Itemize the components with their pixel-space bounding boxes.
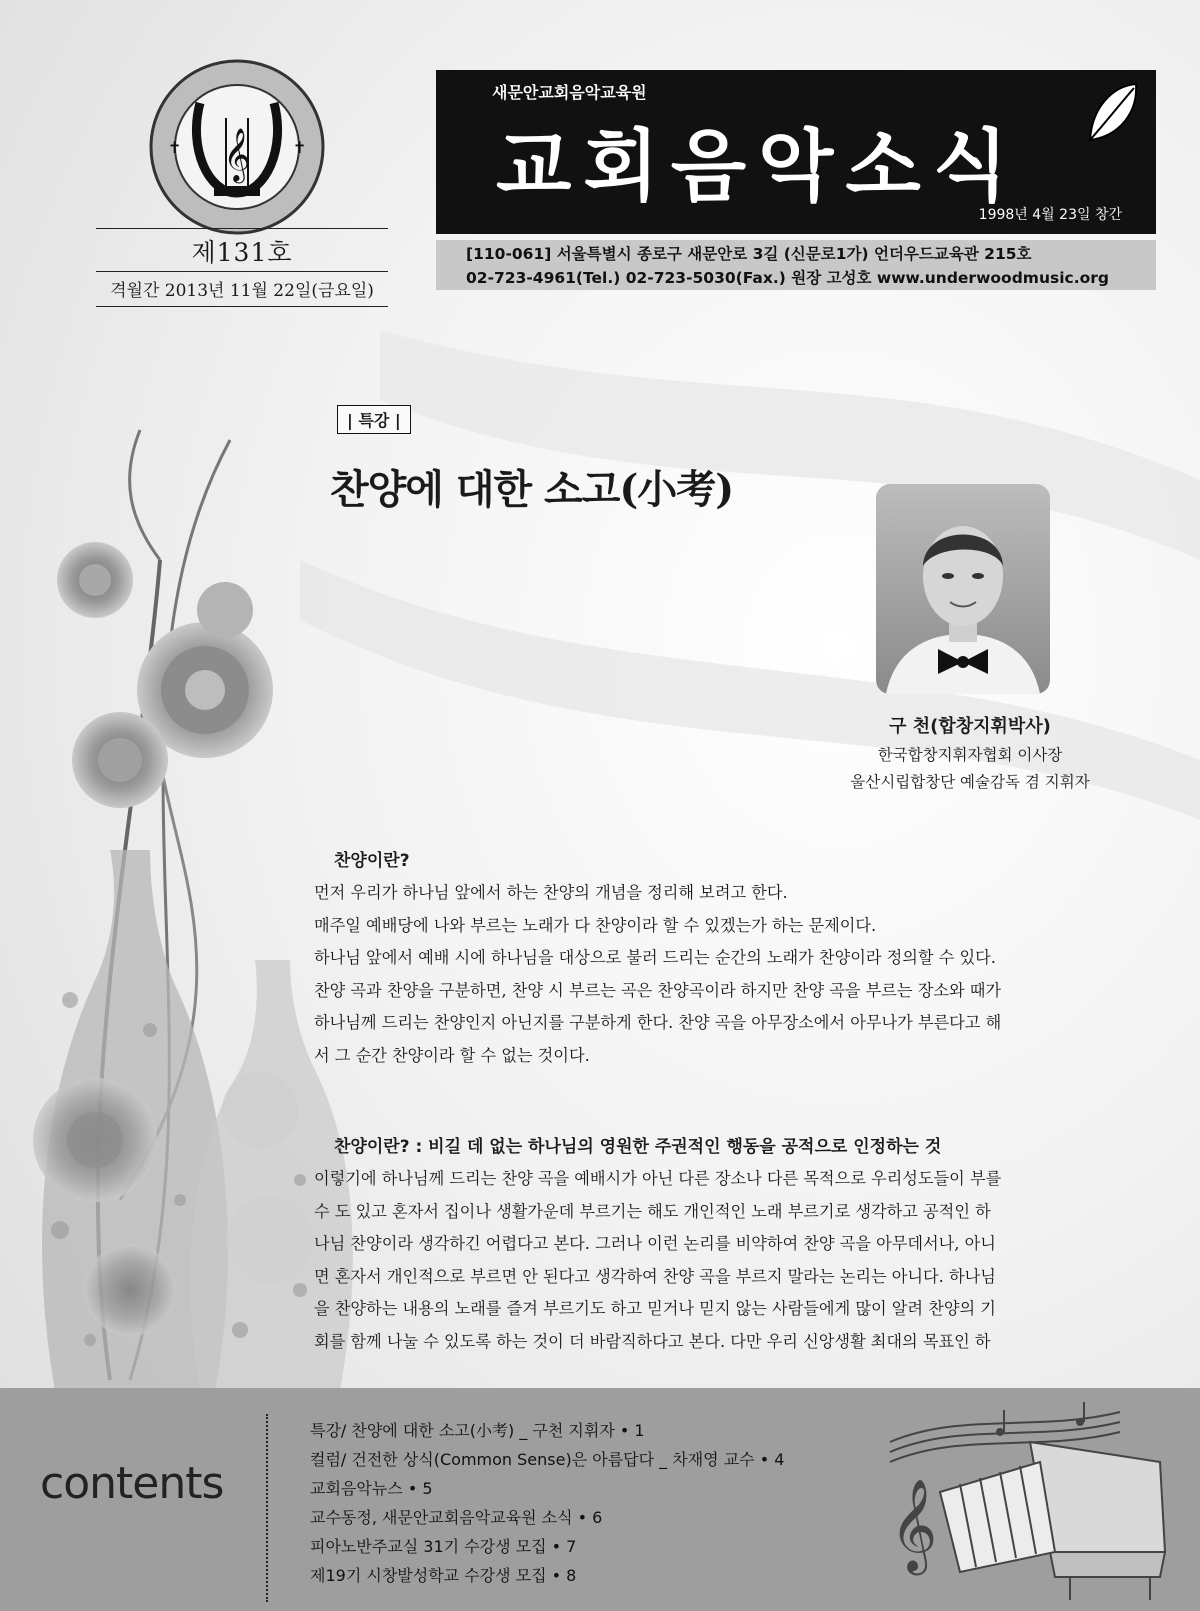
svg-text:𝄞: 𝄞 — [890, 1478, 938, 1571]
dotted-divider — [266, 1414, 268, 1602]
issue-box — [96, 228, 388, 307]
section-paragraph: 이렇기에 하나님께 드리는 찬양 곡을 예배시가 아닌 다른 장소나 다른 목적으로 우리성도들이 부를 수 도 있고 혼자서 집이나 생활가운데 부르기는 해도 개인적인 노래 부르기로 생각하고 공적인 하 나님 찬양이라 생각하긴 어렵다고 본다. 그러나 이런 논리를 비약하여 찬양 곡을 아무데서나, 아니 면 혼자서 개인적으로 부르면 안 된다고 생각하여 찬양 곡을 부르지 말라는 논리는 아니다. 하나님 을 찬양하는 내용의 노래를 즐겨 부르기도 하고 믿거나 믿지 않는 사람들에게 많이 알려 찬양의 기 회를 함께 나눌 수 있도록 하는 것이 더 바람직하다고 본다. 다만 우리 신앙생활 최대의 목표인 하 — [314, 1169, 1002, 1351]
article-section-2 — [314, 1132, 1096, 1358]
toc-item[interactable]: 컬럼/ 건전한 상식(Common Sense)은 아름답다 _ 차재영 교수 • 4 — [310, 1450, 785, 1469]
author-name: 구 천(합창지휘박사) — [889, 716, 1051, 737]
section-tag: | 특강 | — [337, 405, 411, 434]
svg-text:✝: ✝ — [293, 138, 307, 157]
toc-item[interactable]: 피아노반주교실 31기 수강생 모집 • 7 — [310, 1537, 577, 1556]
toc-item[interactable]: 교회음악뉴스 • 5 — [310, 1479, 433, 1498]
section-heading: 찬양이란? : 비길 데 없는 하나님의 영원한 주권적인 행동을 공적으로 인정하는 것 — [334, 1137, 942, 1157]
svg-text:✝: ✝ — [168, 138, 182, 157]
issue-number: 제131호 — [191, 238, 293, 267]
founded-date: 1998년 4월 23일 창간 — [978, 207, 1122, 223]
contents-footer — [0, 1388, 1200, 1611]
piano-illustration-icon — [880, 1402, 1180, 1602]
author-role-1: 한국합창지휘자협회 이사장 — [877, 746, 1063, 764]
toc-item[interactable]: 제19기 시창발성학교 수강생 모집 • 8 — [310, 1566, 577, 1585]
author-role-2: 울산시립합창단 예술감독 겸 지휘자 — [850, 773, 1090, 791]
address-bar — [436, 240, 1156, 290]
section-heading: 찬양이란? — [334, 851, 410, 871]
toc-item[interactable]: 특강/ 찬양에 대한 소고(小考) _ 구천 지휘자 • 1 — [310, 1421, 645, 1440]
leaf-icon — [1082, 78, 1142, 148]
table-of-contents — [310, 1416, 784, 1590]
contact-line: 02-723-4961(Tel.) 02-723-5030(Fax.) 원장 고성호 www.underwoodmusic.org — [466, 269, 1109, 287]
newsletter-title: 교회음악소식 — [496, 122, 1021, 212]
toc-item[interactable]: 교수동정, 새문안교회음악교육원 소식 • 6 — [310, 1508, 603, 1527]
author-photo — [876, 484, 1050, 694]
author-info — [820, 712, 1120, 792]
article-headline: 찬양에 대한 소고(小考) — [330, 466, 734, 513]
section-paragraph: 먼저 우리가 하나님 앞에서 하는 찬양의 개념을 정리해 보려고 한다. 매주일 예배당에 나와 부르는 노래가 다 찬양이라 할 수 있겠는가 하는 문제이다. 하나님 앞에서 예배 시에 하나님을 대상으로 불러 드리는 순간의 노래가 찬양이라 정의할 수 있다. 찬양 곡과 찬양을 구분하면, 찬양 시 부르는 곡은 찬양곡이라 하지만 찬양 곡을 부르는 장소와 때가 하나님께 드리는 찬양인지 아닌지를 구분하게 한다. 찬양 곡을 아무장소에서 아무나가 부른다고 해 서 그 순간 찬양이라 할 수 없는 것이다. — [314, 883, 1002, 1065]
institute-logo — [148, 58, 326, 236]
masthead — [436, 70, 1156, 234]
address-line: [110-061] 서울특별시 종로구 새문안로 3길 (신문로1가) 언더우드교육관 215호 — [466, 245, 1032, 263]
issue-date: 격월간 2013년 11월 22일(금요일) — [110, 281, 374, 301]
contents-label: contents — [40, 1458, 224, 1509]
svg-text:𝄞: 𝄞 — [223, 127, 251, 181]
article-section-1 — [314, 846, 1096, 1072]
publisher-name: 새문안교회음악교육원 — [492, 83, 647, 102]
